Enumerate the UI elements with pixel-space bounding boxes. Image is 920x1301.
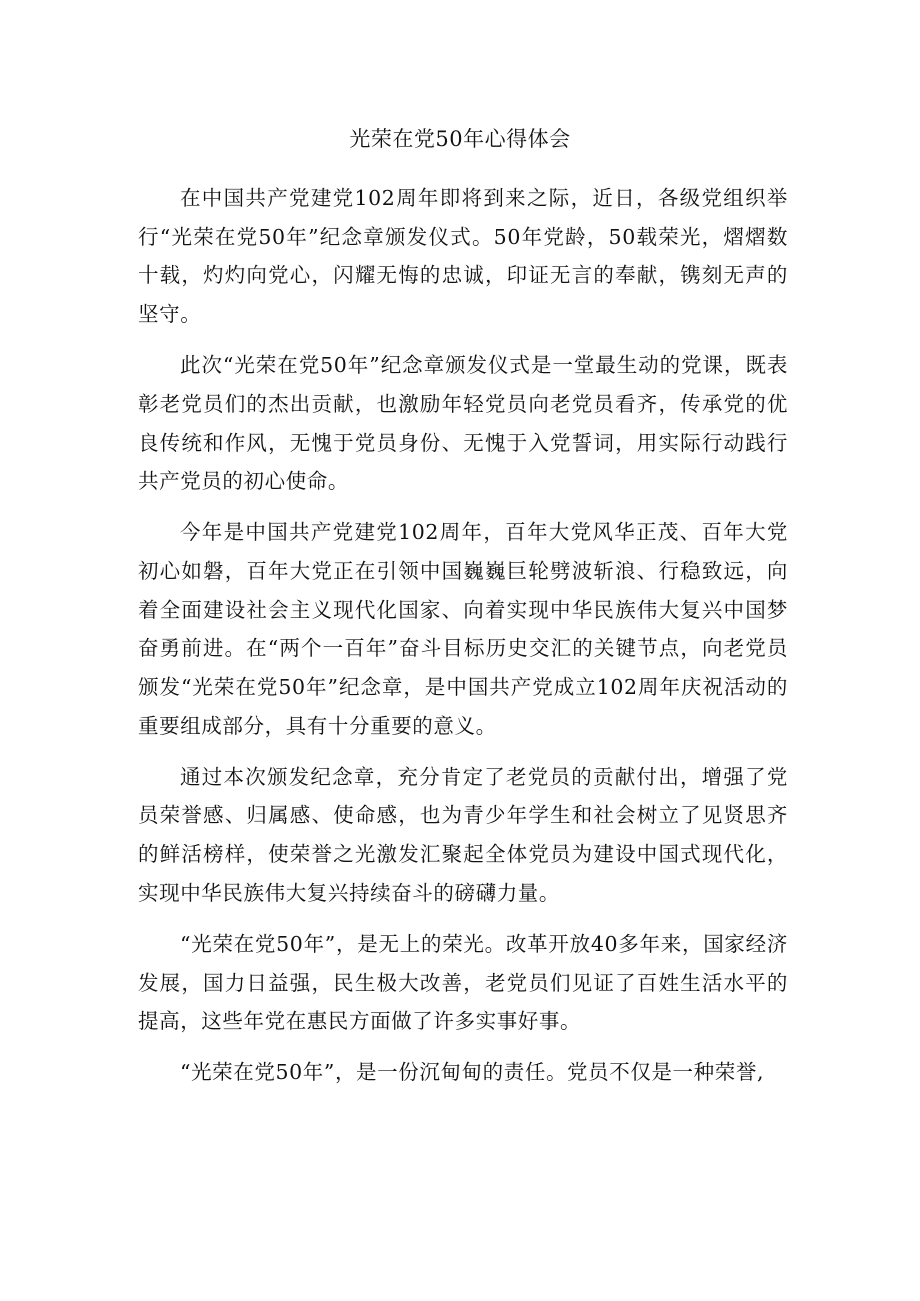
paragraph-4: 通过本次颁发纪念章，充分肯定了老党员的贡献付出，增强了党员荣誉感、归属感、使命感，也为青少年学生和社会树立了见贤思齐的鲜活榜样，使荣誉之光激发汇聚起全体党员为建设中国式现代化，实现中华民族伟大复兴持续奋斗的磅礴力量。 — [138, 764, 788, 905]
document-body — [138, 179, 788, 1104]
paragraph-2: 此次“光荣在党50年”纪念章颁发仪式是一堂最生动的党课，既表彰老党员们的杰出贡献，也激励年轻党员向老党员看齐，传承党的优良传统和作风，无愧于党员身份、无愧于入党誓词，用实际行动践行共产党员的初心使命。 — [138, 353, 788, 494]
paragraph-1: 在中国共产党建党102周年即将到来之际，近日，各级党组织举行“光荣在党50年”纪念章颁发仪式。50年党龄，50载荣光，熠熠数十载，灼灼向党心，闪耀无悔的忠诚，印证无言的奉献，镌刻无声的坚守。 — [138, 186, 788, 327]
paragraph-6: “光荣在党50年”，是一份沉甸甸的责任。党员不仅是一种荣誉, — [180, 1060, 765, 1085]
paragraph-3: 今年是中国共产党建党102周年，百年大党风华正茂、百年大党初心如磐，百年大党正在引领中国巍巍巨轮劈波斩浪、行稳致远，向着全面建设社会主义现代化国家、向着实现中华民族伟大复兴中国梦奋勇前进。在“两个一百年”奋斗目标历史交汇的关键节点，向老党员颁发“光荣在党50年”纪念章，是中国共产党成立102周年庆祝活动的重要组成部分，具有十分重要的意义。 — [138, 520, 788, 738]
paragraph-5: “光荣在党50年”，是无上的荣光。改革开放40多年来，国家经济发展，国力日益强，民生极大改善，老党员们见证了百姓生活水平的提高，这些年党在惠民方面做了许多实事好事。 — [138, 931, 788, 1034]
document-title: 光荣在党50年心得体会 — [349, 127, 571, 151]
